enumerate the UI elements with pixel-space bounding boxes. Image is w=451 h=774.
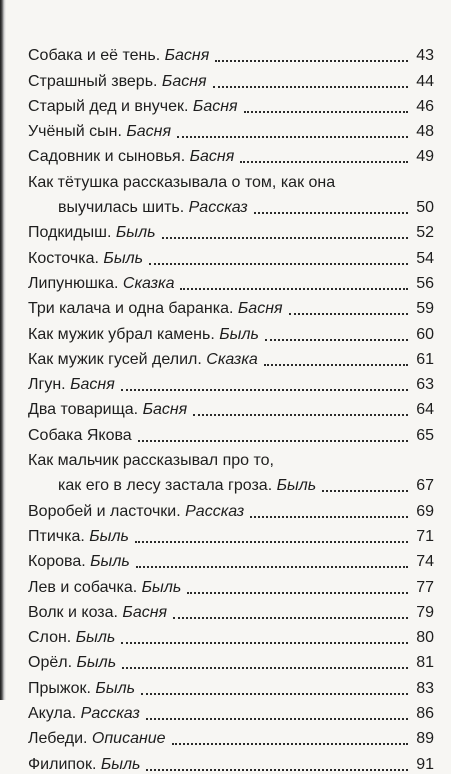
toc-entry-page: 67 [416, 477, 434, 495]
toc-entry-genre: Басня [237, 300, 283, 318]
toc-entry-genre: Быль [276, 477, 317, 495]
dot-leader [122, 667, 408, 669]
toc-entry-page: 83 [416, 679, 434, 697]
toc-entry[interactable] [28, 521, 434, 546]
toc-entry-genre: Басня [161, 72, 207, 90]
toc-entry[interactable] [28, 268, 434, 293]
dot-leader [240, 161, 408, 163]
toc-entry-title: Как мужик гусей делил. Сказка [28, 350, 258, 368]
toc-entry[interactable] [28, 672, 434, 697]
toc-entry-page: 64 [416, 401, 434, 419]
toc-entry-genre: Быль [115, 224, 156, 242]
toc-entry-page: 77 [416, 578, 434, 596]
toc-entry[interactable] [28, 445, 434, 496]
toc-entry-title: Слон. Быль [28, 629, 116, 647]
dot-leader [265, 339, 408, 341]
toc-entry-title: Птичка. Быль [28, 527, 129, 545]
toc-entry-page: 50 [416, 199, 434, 217]
toc-entry-genre: Быль [76, 654, 117, 672]
toc-entry-page: 89 [416, 730, 434, 748]
toc-entry-title: Филипок. Быль [28, 755, 141, 773]
toc-entry-genre: Быль [219, 325, 259, 343]
toc-entry-genre: Быль [95, 679, 136, 697]
toc-entry-genre: Басня [70, 376, 115, 394]
dot-leader [187, 592, 408, 594]
dot-leader [121, 389, 408, 391]
toc-entry[interactable] [28, 748, 434, 773]
toc-entry-genre: Быль [100, 755, 141, 773]
toc-entry-title: Воробей и ласточки. Рассказ [28, 502, 245, 520]
toc-entry-page: 91 [416, 755, 434, 773]
toc-entry-title: Корова. Быль [28, 553, 130, 571]
dot-leader [177, 136, 408, 138]
toc-entry-genre: Басня [126, 123, 172, 141]
toc-entry-second-line [28, 470, 434, 495]
toc-entry-page: 86 [416, 705, 434, 723]
toc-entry-genre: Басня [192, 97, 238, 115]
dot-leader [121, 642, 408, 644]
toc-entry-title: Орёл. Быль [28, 654, 117, 672]
toc-entry-genre: Рассказ [80, 705, 140, 723]
toc-entry[interactable] [28, 723, 434, 748]
dot-leader [254, 212, 408, 214]
toc-entry-title: Лебеди. Описание [28, 730, 166, 748]
toc-entry-genre: Рассказ [188, 199, 248, 217]
dot-leader [149, 263, 408, 265]
toc-entry[interactable] [28, 369, 434, 394]
toc-entry-page: 61 [416, 350, 434, 368]
toc-entry-page: 52 [416, 224, 434, 242]
toc-entry-page: 80 [416, 629, 434, 647]
dot-leader [173, 617, 408, 619]
toc-entry-title: Садовник и сыновья. Басня [28, 148, 235, 166]
toc-entry-page: 43 [416, 47, 434, 65]
table-of-contents [28, 40, 434, 774]
toc-entry-page: 69 [416, 502, 434, 520]
dot-leader [250, 516, 408, 518]
toc-entry[interactable] [28, 116, 434, 141]
dot-leader [264, 364, 408, 366]
toc-entry[interactable] [28, 217, 434, 242]
dot-leader [193, 414, 408, 416]
toc-entry-genre: Быль [90, 553, 130, 571]
toc-entry-second-line [28, 192, 434, 217]
toc-entry[interactable] [28, 65, 434, 90]
toc-entry-genre: Быль [141, 578, 182, 596]
toc-entry[interactable] [28, 166, 434, 217]
toc-entry-genre: Быль [89, 527, 129, 545]
toc-entry-page: 44 [416, 72, 434, 90]
dot-leader [244, 111, 408, 113]
toc-entry[interactable] [28, 571, 434, 596]
dot-leader [172, 743, 408, 745]
toc-entry-first-line [28, 445, 434, 470]
toc-entry-title: Как мужик убрал камень. Быль [28, 325, 259, 343]
toc-entry-page: 81 [416, 654, 434, 672]
dot-leader [141, 693, 408, 695]
toc-entry-title: Три калача и одна баранка. Басня [28, 300, 283, 318]
toc-entry[interactable] [28, 91, 434, 116]
dot-leader [138, 440, 408, 442]
toc-entry-genre: Рассказ [185, 502, 245, 520]
toc-entry-genre: Басня [142, 401, 188, 419]
toc-entry-first-line [28, 166, 434, 191]
toc-entry-page: 60 [416, 325, 434, 343]
dot-leader [136, 566, 408, 568]
toc-entry-title: Два товарища. Басня [28, 401, 188, 419]
toc-entry-genre: Сказка [206, 350, 258, 368]
dot-leader [289, 313, 408, 315]
toc-entry-title: Страшный зверь. Басня [28, 72, 207, 90]
toc-entry-title: Подкидыш. Быль [28, 224, 156, 242]
dot-leader [213, 86, 408, 88]
toc-entry-title: Учёный сын. Басня [28, 123, 172, 141]
toc-entry-page: 79 [416, 603, 434, 621]
toc-entry-page: 71 [416, 527, 434, 545]
toc-entry-page: 74 [416, 553, 434, 571]
toc-entry[interactable] [28, 495, 434, 520]
toc-entry-genre: Быль [103, 249, 144, 267]
toc-entry[interactable] [28, 40, 434, 65]
toc-entry-title-line1: Как тётушка рассказывала о том, как она [28, 173, 336, 191]
toc-entry-page: 65 [416, 426, 434, 444]
page-spine-shadow [0, 0, 6, 700]
toc-entry-genre: Басня [122, 603, 168, 621]
toc-entry-page: 54 [416, 249, 434, 267]
toc-entry-title: Акула. Рассказ [28, 705, 140, 723]
toc-entry[interactable] [28, 597, 434, 622]
toc-entry[interactable] [28, 293, 434, 318]
toc-entry-genre: Быль [75, 629, 116, 647]
toc-entry-title: Лев и собачка. Быль [28, 578, 182, 596]
dot-leader [180, 288, 408, 290]
toc-entry[interactable] [28, 546, 434, 571]
toc-entry-page: 46 [416, 97, 434, 115]
toc-entry[interactable] [28, 344, 434, 369]
toc-entry-title: как его в лесу застала гроза. Быль [58, 477, 317, 495]
dot-leader [135, 541, 408, 543]
toc-entry[interactable] [28, 141, 434, 166]
dot-leader [146, 718, 408, 720]
toc-entry-title: Лгун. Басня [28, 376, 115, 394]
dot-leader [322, 490, 408, 492]
toc-entry-title: Косточка. Быль [28, 249, 144, 267]
toc-entry-page: 49 [416, 148, 434, 166]
toc-entry-title: Собака и её тень. Басня [28, 47, 210, 65]
toc-entry-page: 59 [416, 300, 434, 318]
toc-entry-title: Собака Якова [28, 426, 132, 444]
toc-entry-title: Прыжок. Быль [28, 679, 136, 697]
toc-entry-title: выучилась шить. Рассказ [58, 199, 248, 217]
toc-entry-page: 48 [416, 123, 434, 141]
toc-entry[interactable] [28, 698, 434, 723]
toc-entry-title: Липунюшка. Сказка [28, 274, 175, 292]
toc-entry-genre: Описание [91, 730, 166, 748]
toc-entry-title: Старый дед и внучек. Басня [28, 97, 238, 115]
toc-entry-title-line1: Как мальчик рассказывал про то, [28, 452, 274, 470]
toc-entry[interactable] [28, 242, 434, 267]
dot-leader [215, 60, 408, 62]
toc-entry-genre: Басня [164, 47, 210, 65]
toc-entry[interactable] [28, 419, 434, 444]
toc-entry-genre: Басня [189, 148, 235, 166]
dot-leader [162, 237, 408, 239]
toc-entry-genre: Сказка [122, 274, 175, 292]
dot-leader [146, 769, 408, 771]
toc-entry[interactable] [28, 394, 434, 419]
toc-entry-page: 56 [416, 274, 434, 292]
toc-entry[interactable] [28, 647, 434, 672]
toc-entry-page: 63 [416, 376, 434, 394]
toc-entry[interactable] [28, 622, 434, 647]
toc-entry[interactable] [28, 318, 434, 343]
toc-entry-title: Волк и коза. Басня [28, 603, 168, 621]
